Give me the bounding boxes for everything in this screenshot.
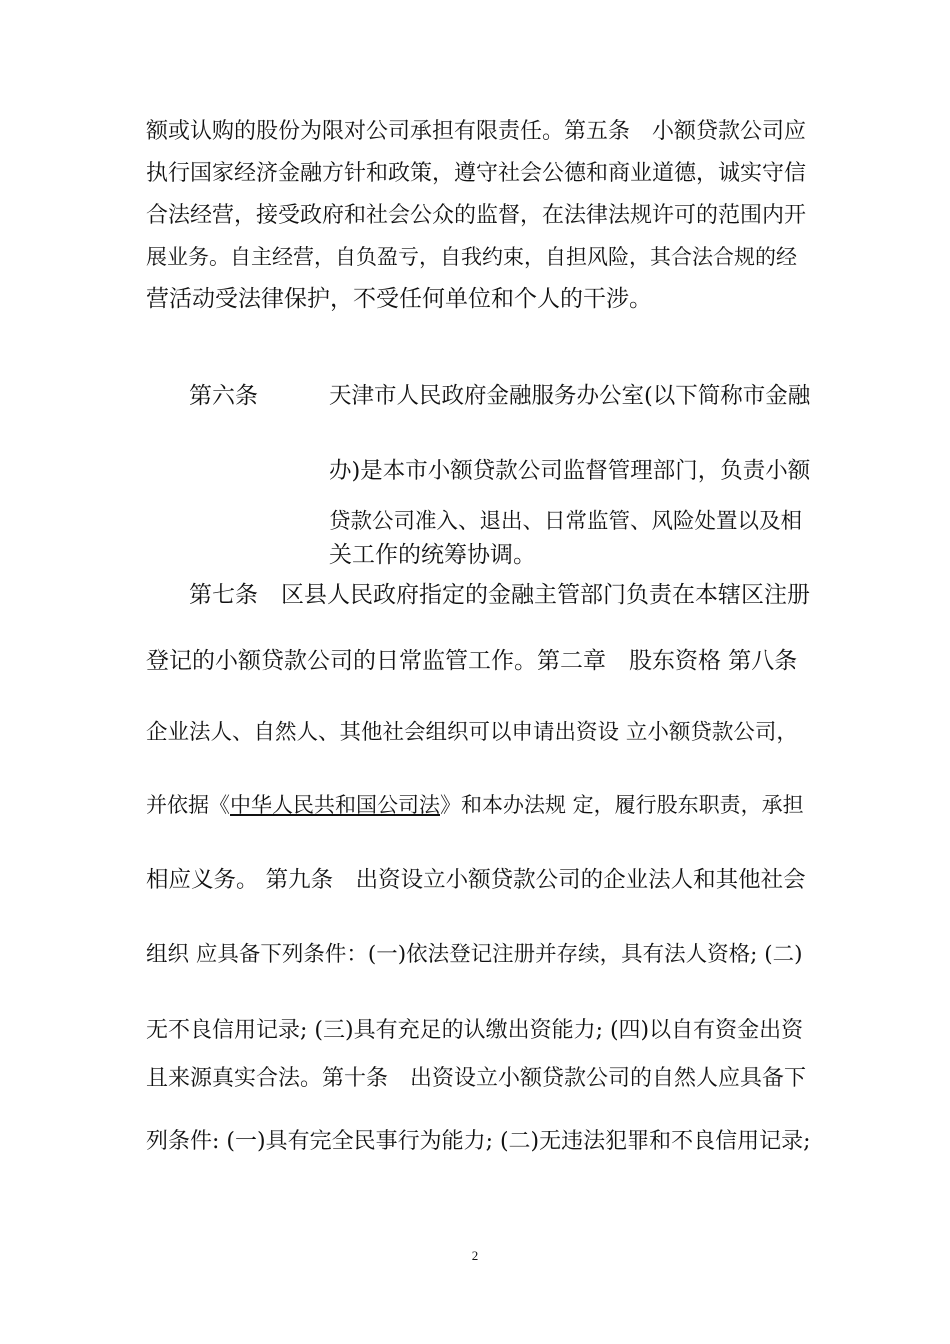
text-line: 天津市人民政府金融服务办公室(以下简称市金融	[329, 383, 811, 409]
text-line: 无不良信用记录; (三)具有充足的认缴出资能力; (四)以自有资金出资	[146, 1018, 804, 1043]
text-line: 组织 应具备下列条件：(一)依法登记注册并存续，具有法人资格; (二)	[146, 942, 803, 967]
text-line: 贷款公司准入、退出、日常监管、风险处置以及相	[329, 509, 803, 534]
page-number: 2	[471, 1248, 479, 1263]
text-line: 执行国家经济金融方针和政策，遵守社会公德和商业道德，诚实守信	[146, 161, 807, 186]
text-segment: 并依据《	[146, 793, 230, 817]
text-line	[146, 790, 804, 820]
text-line: 展业务。自主经营，自负盈亏，自我约束，自担风险，其合法合规的经	[146, 245, 797, 269]
company-law-link[interactable]: 中华人民共和国公司法	[230, 793, 440, 817]
article-label: 第六条	[189, 383, 258, 409]
text-line: 相应义务。 第九条 出资设立小额贷款公司的企业法人和其他社会	[146, 867, 806, 893]
text-line: 且来源真实合法。第十条 出资设立小额贷款公司的自然人应具备下	[146, 1066, 807, 1091]
text-segment: 》和本办法规 定，履行股东职责，承担	[440, 793, 804, 817]
text-line: 额或认购的股份为限对公司承担有限责任。第五条 小额贷款公司应	[146, 119, 807, 144]
text-line: 登记的小额贷款公司的日常监管工作。第二章 股东资格 第八条	[146, 648, 798, 674]
text-line: 合法经营，接受政府和社会公众的监督，在法律法规许可的范围内开	[146, 203, 807, 228]
text-line: 企业法人、自然人、其他社会组织可以申请出资设 立小额贷款公司，	[146, 720, 798, 745]
text-line: 第七条 区县人民政府指定的金融主管部门负责在本辖区注册	[189, 582, 810, 608]
text-line: 营活动受法律保护，不受任何单位和个人的干涉。	[146, 286, 652, 312]
text-line: 办)是本市小额贷款公司监督管理部门，负责小额	[329, 458, 811, 484]
text-line: 列条件: (一)具有完全民事行为能力; (二)无违法犯罪和不良信用记录;	[146, 1129, 811, 1154]
text-line: 关工作的统筹协调。	[329, 542, 536, 568]
